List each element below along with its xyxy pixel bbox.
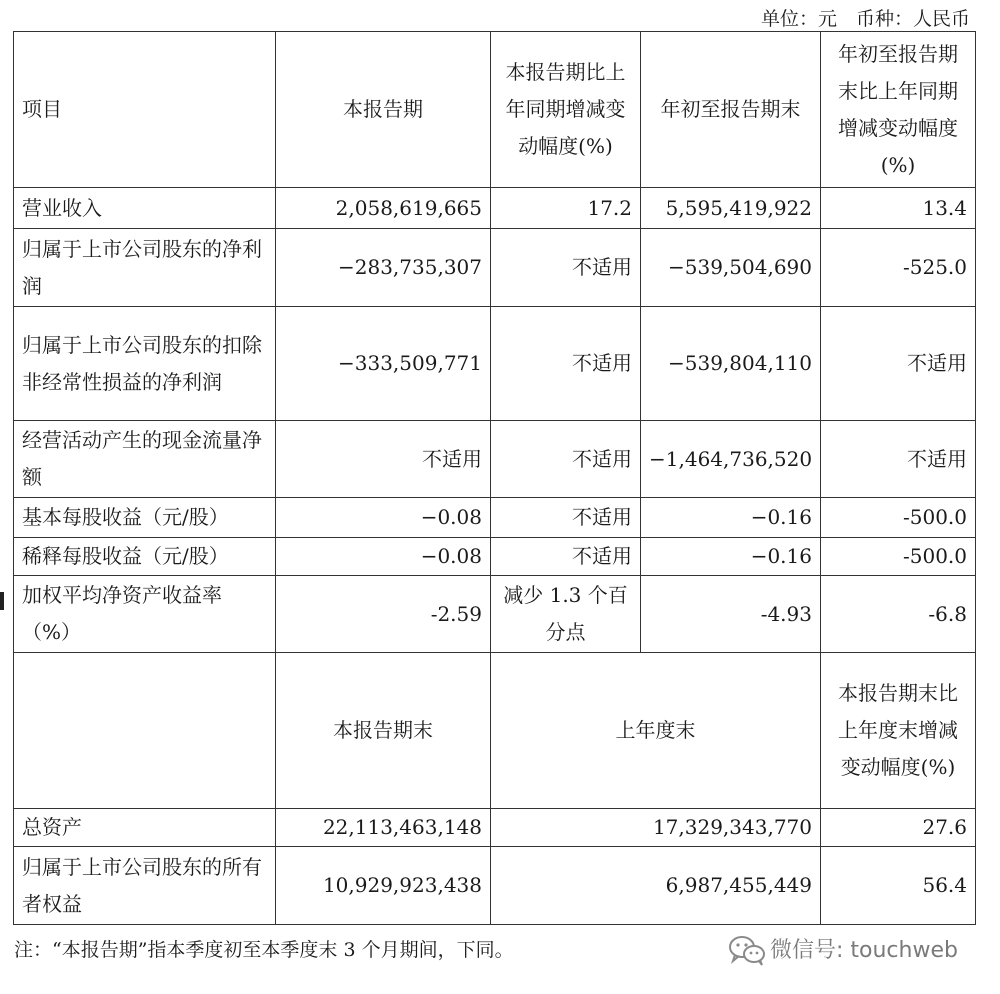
header-current-change: 本报告期比上年同期增减变动幅度(%) xyxy=(491,32,641,188)
row-ytd: 5,595,419,922 xyxy=(641,188,821,229)
row-item: 归属于上市公司股东的净利润 xyxy=(14,229,276,307)
row-period-end: 10,929,923,438 xyxy=(276,847,491,925)
financial-table xyxy=(13,31,976,925)
table2-header-row xyxy=(14,653,976,809)
margin-marker xyxy=(0,592,4,610)
header-current-period: 本报告期 xyxy=(276,32,491,188)
row-current: −283,735,307 xyxy=(276,229,491,307)
table-row xyxy=(14,421,976,498)
row-item: 归属于上市公司股东的所有者权益 xyxy=(14,847,276,925)
row-change: 56.4 xyxy=(821,847,976,925)
table-row xyxy=(14,538,976,576)
row-ytd: -4.93 xyxy=(641,576,821,653)
row-item: 加权平均净资产收益率（%） xyxy=(14,576,276,653)
row-ytd-change: -525.0 xyxy=(821,229,976,307)
table-row xyxy=(14,809,976,847)
row-period-end: 22,113,463,148 xyxy=(276,809,491,847)
row-item: 经营活动产生的现金流量净额 xyxy=(14,421,276,498)
row-item: 稀释每股收益（元/股） xyxy=(14,538,276,576)
unit-currency-note: 单位：元 币种：人民币 xyxy=(760,8,970,30)
row-item: 归属于上市公司股东的扣除非经常性损益的净利润 xyxy=(14,307,276,421)
row-ytd-change: -6.8 xyxy=(821,576,976,653)
row-prior-year-end: 17,329,343,770 xyxy=(491,809,821,847)
header-prior-year-end: 上年度末 xyxy=(491,653,821,809)
row-change: 不适用 xyxy=(491,538,641,576)
watermark-text: 微信号: touchweb xyxy=(770,938,958,963)
row-change: 27.6 xyxy=(821,809,976,847)
row-current: −0.08 xyxy=(276,498,491,538)
row-current: −333,509,771 xyxy=(276,307,491,421)
row-change: 不适用 xyxy=(491,498,641,538)
row-change: 减少 1.3 个百分点 xyxy=(491,576,641,653)
row-current: -2.59 xyxy=(276,576,491,653)
row-prior-year-end: 6,987,455,449 xyxy=(491,847,821,925)
row-ytd-change: -500.0 xyxy=(821,498,976,538)
table-row xyxy=(14,188,976,229)
row-current: −0.08 xyxy=(276,538,491,576)
row-change: 不适用 xyxy=(491,229,641,307)
row-item: 营业收入 xyxy=(14,188,276,229)
row-ytd-change: 13.4 xyxy=(821,188,976,229)
header-item: 项目 xyxy=(14,32,276,188)
row-current: 不适用 xyxy=(276,421,491,498)
row-item: 基本每股收益（元/股） xyxy=(14,498,276,538)
row-ytd-change: 不适用 xyxy=(821,307,976,421)
table1-header-row xyxy=(14,32,976,188)
header-ytd-change: 年初至报告期末比上年同期增减变动幅度(%) xyxy=(821,32,976,188)
table-row xyxy=(14,307,976,421)
footnote: 注：“本报告期”指本季度初至本季度末 3 个月期间，下同。 xyxy=(14,939,514,961)
row-ytd-change: 不适用 xyxy=(821,421,976,498)
row-ytd: −539,504,690 xyxy=(641,229,821,307)
header-period-end-change: 本报告期末比上年度末增减变动幅度(%) xyxy=(821,653,976,809)
row-current: 2,058,619,665 xyxy=(276,188,491,229)
row-ytd: −0.16 xyxy=(641,538,821,576)
row-change: 不适用 xyxy=(491,421,641,498)
header-blank xyxy=(14,653,276,809)
row-change: 17.2 xyxy=(491,188,641,229)
wechat-icon xyxy=(727,934,767,966)
table-row xyxy=(14,498,976,538)
header-period-end: 本报告期末 xyxy=(276,653,491,809)
row-ytd: −539,804,110 xyxy=(641,307,821,421)
table-row xyxy=(14,576,976,653)
row-ytd: −0.16 xyxy=(641,498,821,538)
row-ytd-change: -500.0 xyxy=(821,538,976,576)
header-ytd: 年初至报告期末 xyxy=(641,32,821,188)
row-item: 总资产 xyxy=(14,809,276,847)
row-ytd: −1,464,736,520 xyxy=(641,421,821,498)
table-row xyxy=(14,229,976,307)
table-row xyxy=(14,847,976,925)
row-change: 不适用 xyxy=(491,307,641,421)
